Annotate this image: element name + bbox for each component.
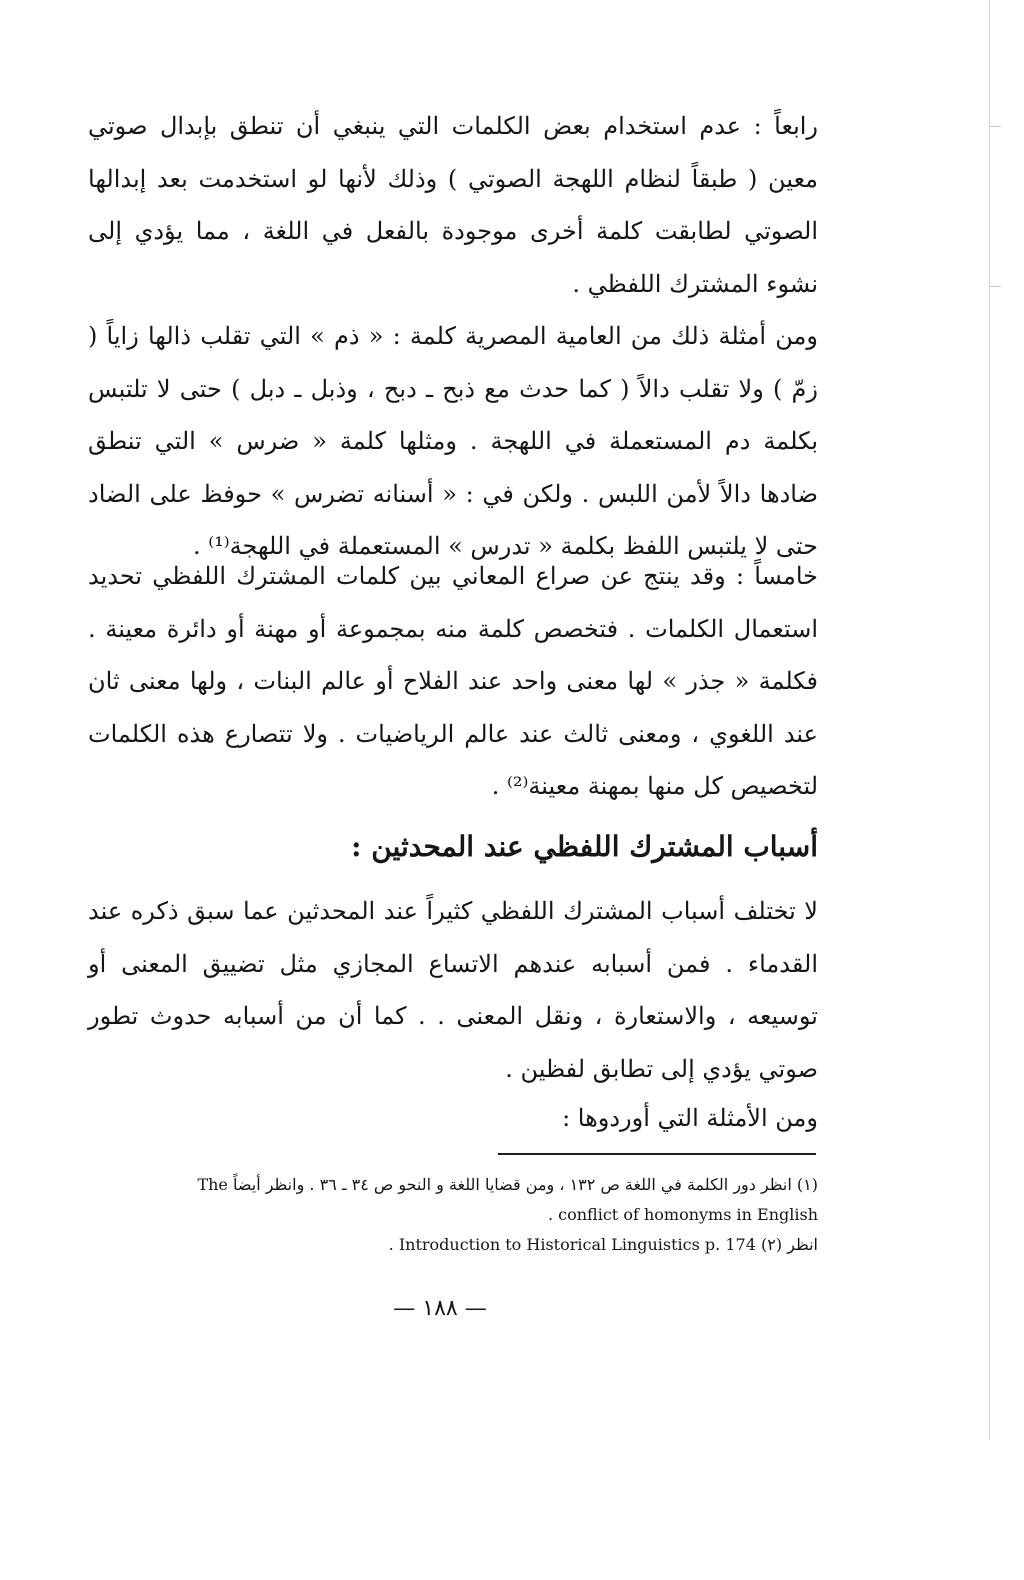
footnote-divider bbox=[498, 1153, 816, 1155]
page-number: — ١٨٨ — bbox=[393, 1296, 487, 1321]
footnote-1: (١) انظر دور الكلمة في اللغة ص ١٣٢ ، ومن قضايا اللغة و النحو ص ٣٤ ـ ٣٦ . وانظر أيضاً The bbox=[197, 1175, 818, 1194]
section-heading: أسباب المشترك اللفظي عند المحدثين : bbox=[351, 830, 818, 863]
paragraph-causes: لا تختلف أسباب المشترك اللفظي كثيراً عند المحدثين عما سبق ذكره عند القدماء . فمن أسبابه عندهم الاتساع المجازي مثل تضييق المعنى أو توسيعه ، والاستعارة ، ونقل المعنى . . كما أن من أسبابه حدوث تطور صوتي يؤدي إلى تطابق لفظين . bbox=[88, 897, 818, 1083]
scan-margin-line bbox=[989, 0, 990, 1440]
paragraph-fifth: خامساً : وقد ينتج عن صراع المعاني بين كلمات المشترك اللفظي تحديد استعمال الكلمات . فتخصص كلمة منه بمجموعة أو مهنة أو دائرة معينة . فكلمة « جذر » لها معنى واحد عند الفلاح أو عالم البنات ، ولها معنى ثان عند اللغوي ، ومعنى ثالث عند عالم الرياضيات . ولا تتصارع هذه الكلمات لتخصيص كل منها بمهنة معينة⁽²⁾ . bbox=[88, 562, 818, 801]
scan-margin-tick bbox=[989, 286, 1001, 287]
paragraph-examples: ومن أمثلة ذلك من العامية المصرية كلمة : « ذم » التي تقلب ذالها زاياً ( زمّ ) ولا تقلب دالاً ( كما حدث مع ذبح ـ دبح ، وذبل ـ دبل ) حتى لا تلتبس بكلمة دم المستعملة في اللهجة . ومثلها كلمة « ضرس » التي تنطق ضادها دالاً لأمن اللبس . ولكن في : « أسنانه تضرس » حوفظ على الضاد حتى لا يلتبس اللفظ بكلمة « تدرس » المستعملة في اللهجة⁽¹⁾ . bbox=[88, 322, 818, 561]
footnote-1-continuation: . conflict of homonyms in English bbox=[547, 1205, 818, 1224]
paragraph-fourth: رابعاً : عدم استخدام بعض الكلمات التي ينبغي أن تنطق بإبدال صوتي معين ( طبقاً لنظام اللهجة الصوتي ) وذلك لأنها لو استخدمت بعد إبدالها الصوتي لطابقت كلمة أخرى موجودة بالفعل في اللغة ، مما يؤدي إلى نشوء المشترك اللفظي . bbox=[88, 112, 818, 298]
footnotes bbox=[88, 1170, 818, 1260]
paragraph-examples-intro: ومن الأمثلة التي أوردوها : bbox=[562, 1104, 818, 1132]
scan-margin-tick bbox=[989, 126, 1001, 127]
footnote-2: . Introduction to Historical Linguistics p. 174 انظر (٢) bbox=[388, 1235, 818, 1254]
